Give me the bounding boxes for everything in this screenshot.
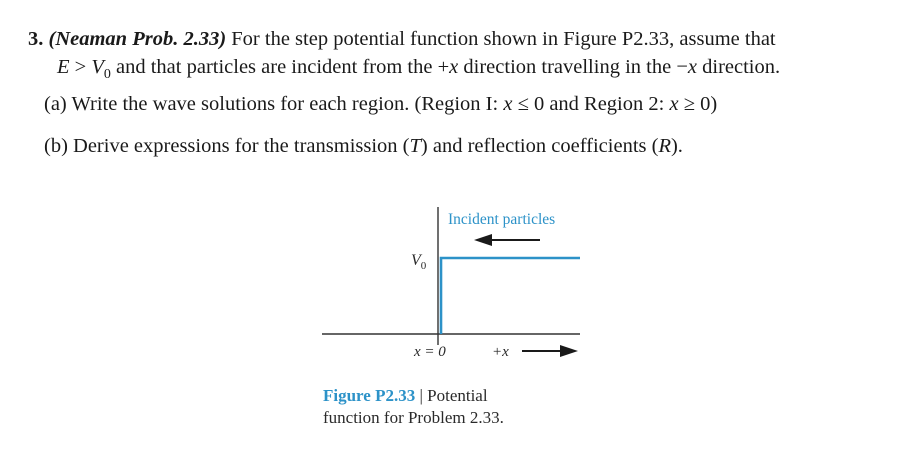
- condition-text-b: direction travelling in the −: [458, 56, 688, 78]
- part-a-x1: x: [503, 93, 513, 115]
- caption-separator: |: [415, 386, 428, 405]
- caption-figure-label: Figure P2.33: [323, 386, 416, 405]
- greater-than: >: [69, 56, 92, 78]
- condition-text-c: direction.: [697, 56, 781, 78]
- problem-number: 3.: [28, 28, 44, 50]
- v0-figure-label: $V_0$: [411, 252, 427, 272]
- x-zero-label: x = 0: [414, 344, 446, 360]
- caption-line-1: [323, 385, 504, 407]
- part-b-line: [44, 134, 683, 158]
- part-b-end: ).: [670, 135, 683, 157]
- problem-intro: For the step potential function shown in Figure P2.33, assume that: [231, 28, 776, 50]
- v0-subscript: 0: [103, 67, 111, 83]
- x-symbol-1: x: [449, 56, 459, 78]
- part-a-label: (a) Write the wave solutions for each region. (Region I:: [44, 93, 504, 115]
- problem-condition-line: [57, 55, 780, 87]
- part-b-label: (b) Derive expressions for the transmission (: [44, 135, 410, 157]
- plus-x-arrow-head-icon: [560, 345, 578, 357]
- plus-x-label: +x: [492, 344, 509, 360]
- energy-symbol: E: [57, 56, 70, 78]
- problem-heading-line: [28, 27, 776, 51]
- transmission-symbol: T: [409, 135, 421, 157]
- caption-line-2: function for Problem 2.33.: [323, 408, 504, 427]
- potential-step-curve: [441, 258, 580, 334]
- figure-caption: [323, 385, 504, 429]
- part-b-mid: ) and reflection coefficients (: [420, 135, 659, 157]
- v0-symbol: V: [91, 56, 104, 78]
- step-potential-figure: [300, 195, 620, 375]
- x-symbol-2: x: [687, 56, 697, 78]
- part-a-cond1: ≤ 0 and Region 2:: [512, 93, 670, 115]
- incident-particles-label: Incident particles: [448, 211, 556, 228]
- condition-text-a: and that particles are incident from the +: [110, 56, 450, 78]
- part-a-cond2: ≥ 0): [678, 93, 718, 115]
- part-a-line: [44, 92, 717, 116]
- caption-text-line1: Potential: [427, 386, 488, 405]
- incident-arrow-head-icon: [474, 234, 492, 246]
- part-a-x2: x: [669, 93, 679, 115]
- problem-source: (Neaman Prob. 2.33): [48, 28, 227, 50]
- reflection-symbol: R: [658, 135, 671, 157]
